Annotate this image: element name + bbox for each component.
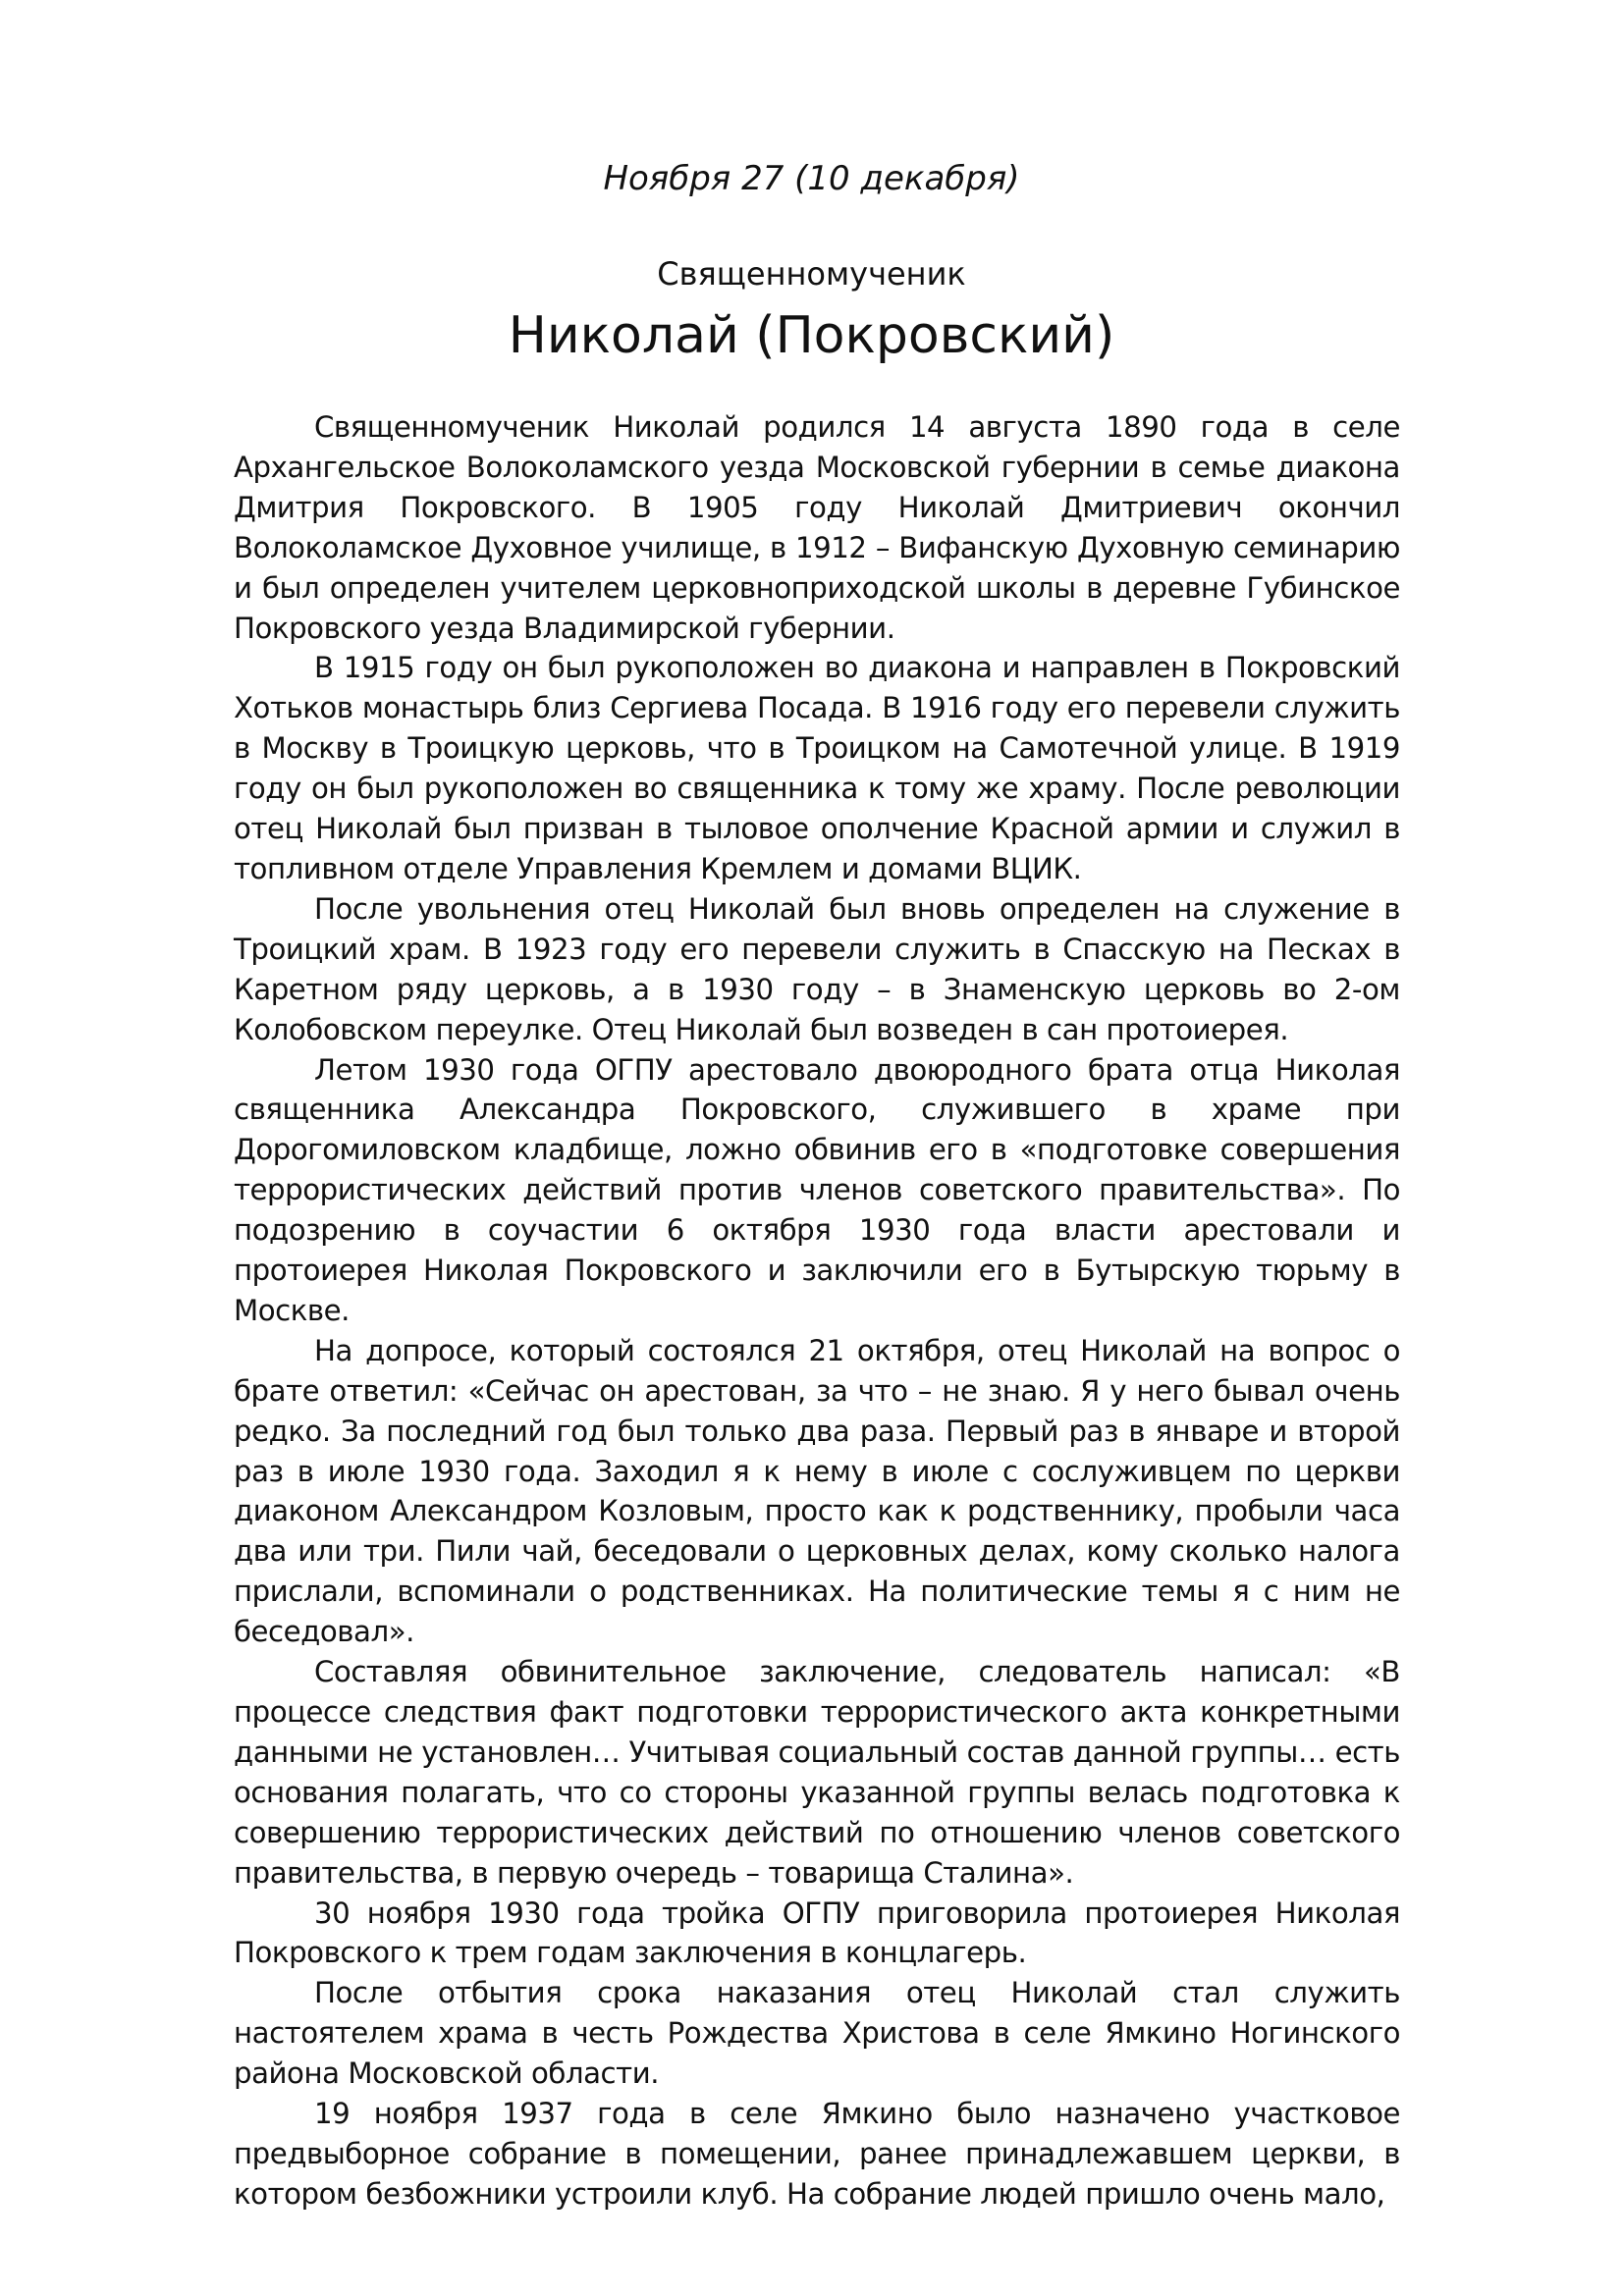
paragraph: После отбытия срока наказания отец Николай стал служить настоятелем храма в честь Рождества Христова в селе Ямкино Ногинского района Московской области. <box>234 1976 1400 2091</box>
article-body <box>234 407 1400 2215</box>
saint-name: Николай (Покровский) <box>508 306 1115 365</box>
paragraph: Священномученик Николай родился 14 августа 1890 года в селе Архангельское Волоколамского уезда Московской губернии в семье диакона Дмитрия Покровского. В 1905 году Николай Дмитриевич окончил Волоколамское Духовное училище, в 1912 – Вифанскую Духовную семинарию и был определен учителем церковноприходской школы в деревне Губинское Покровского уезда Владимирской губернии. <box>234 410 1400 645</box>
paragraph: 19 ноября 1937 года в селе Ямкино было назначено участковое предвыборное собрание в помещении, ранее принадлежавшем церкви, в котором безбожники устроили клуб. На собрание людей пришло очень мало, <box>234 2097 1400 2211</box>
paragraph: В 1915 году он был рукоположен во диакона и направлен в Покровский Хотьков монастырь близ Сергиева Посада. В 1916 году его перевели служить в Москву в Троицкую церковь, что в Троицком на Самотечной улице. В 1919 году он был рукоположен во священника к тому же храму. После революции отец Николай был призван в тыловое ополчение Красной армии и служил в топливном отделе Управления Кремлем и домами ВЦИК. <box>234 651 1400 885</box>
paragraph: На допросе, который состоялся 21 октября, отец Николай на вопрос о брате ответил: «Сейчас он арестован, за что – не знаю. Я у него бывал очень редко. За последний год был только два раза. Первый раз в январе и второй раз в июле 1930 года. Заходил я к нему в июле с сослуживцем по церкви диаконом Александром Козловым, просто как к родственнику, пробыли часа два или три. Пили чай, беседовали о церковных делах, кому сколько налога прислали, вспоминали о родственниках. На политические темы я с ним не беседовал». <box>234 1333 1400 1649</box>
feast-date: Ноября 27 (10 декабря) <box>603 159 1020 198</box>
paragraph: После увольнения отец Николай был вновь определен на служение в Троицкий храм. В 1923 году его перевели служить в Спасскую на Песках в Каретном ряду церковь, а в 1930 году – в Знаменскую церковь во 2-ом Колобовском переулке. Отец Николай был возведен в сан протоиерея. <box>234 891 1400 1046</box>
paragraph: Летом 1930 года ОГПУ арестовало двоюродного брата отца Николая священника Александра Покровского, служившего в храме при Дорогомиловском кладбище, ложно обвинив его в «подготовке совершения террористических действий против членов советского правительства». По подозрению в соучастии 6 октября 1930 года власти арестовали и протоиерея Николая Покровского и заключили его в Бутырскую тюрьму в Москве. <box>234 1052 1400 1327</box>
paragraph: Составляя обвинительное заключение, следователь написал: «В процессе следствия факт подготовки террористического акта конкретными данными не установлен… Учитывая социальный состав данной группы… есть основания полагать, что со стороны указанной группы велась подготовка к совершению террористических действий по отношению членов советского правительства, в первую очередь – товарища Сталина». <box>234 1655 1400 1890</box>
paragraph: 30 ноября 1930 года тройка ОГПУ приговорила протоиерея Николая Покровского к трем годам заключения в концлагерь. <box>234 1896 1400 1970</box>
saint-rank: Священномученик <box>657 255 966 293</box>
